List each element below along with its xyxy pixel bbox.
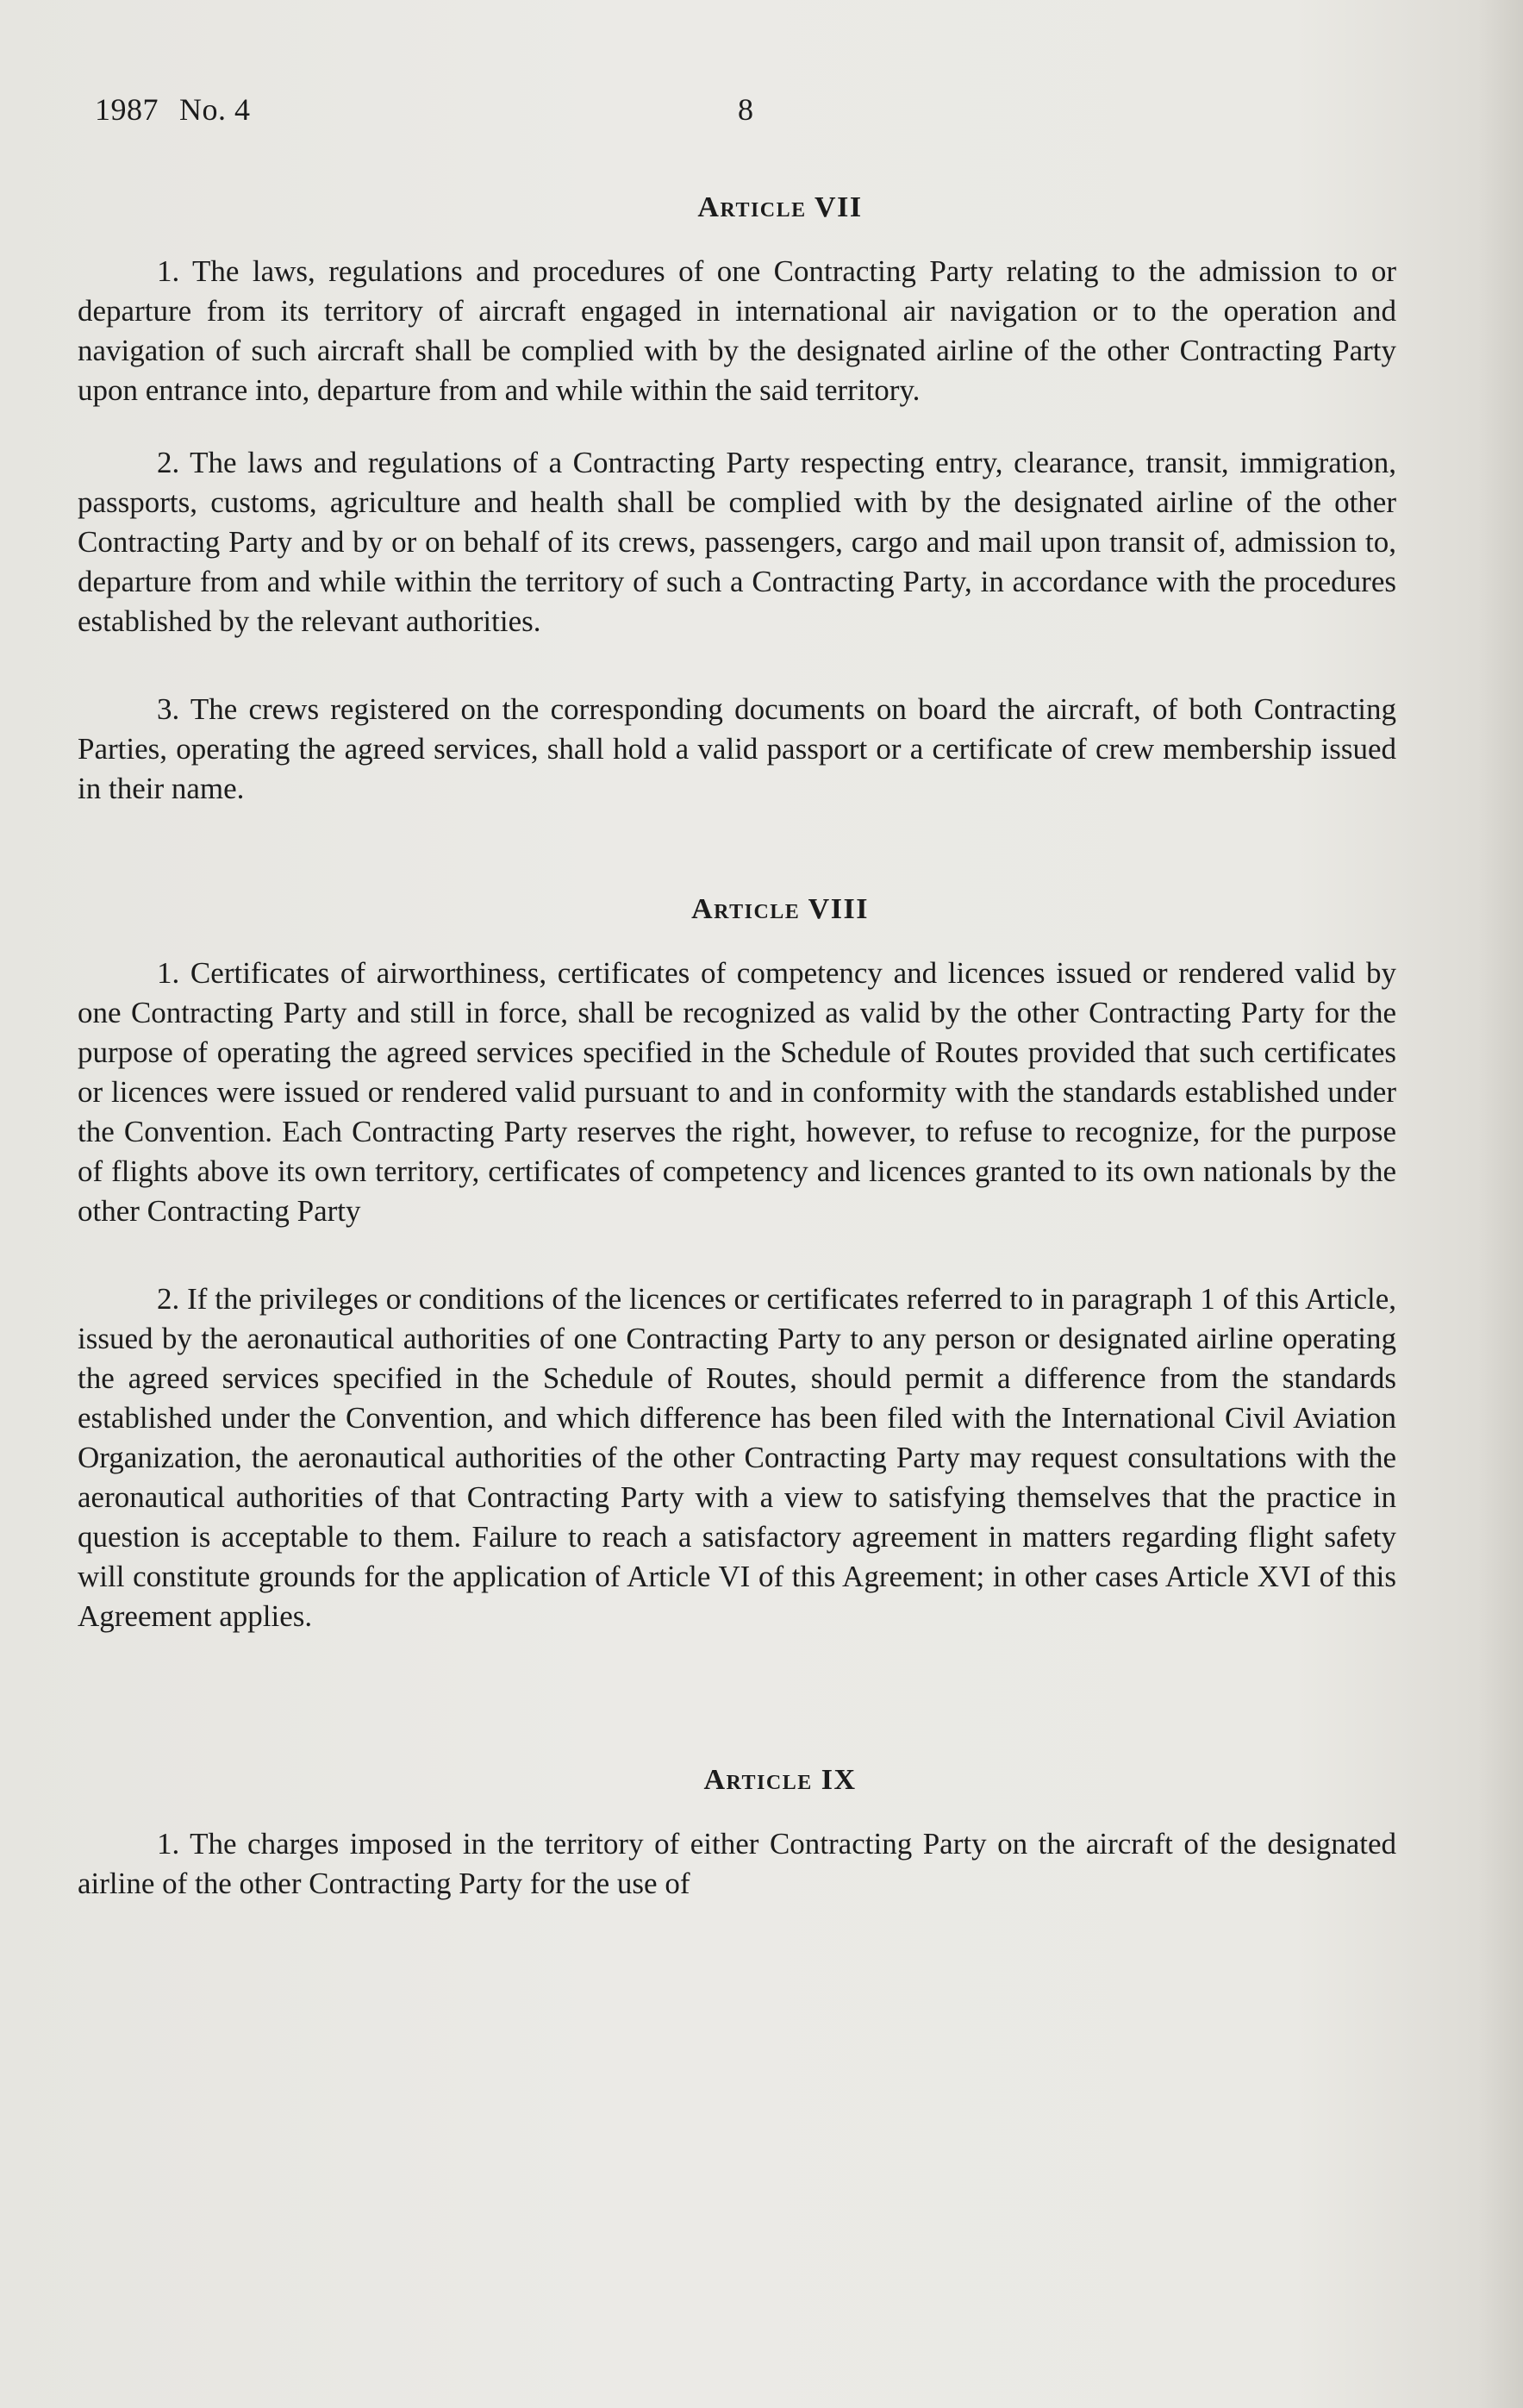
document-body bbox=[78, 191, 1396, 1936]
page-number: 8 bbox=[738, 92, 754, 127]
paragraph: 1. The laws, regulations and procedures of one Contracting Party relating to the admission to or departure from its territory of aircraft engaged in international air navigation or to the operation and navigation of such aircraft shall be complied with by the designated airline of the other Contracting Party upon entrance into, departure from and while within the said territory. bbox=[78, 254, 1396, 407]
article-title: Article VII bbox=[697, 191, 863, 223]
article-title: Article VIII bbox=[691, 893, 869, 925]
article-viii bbox=[78, 893, 1396, 1636]
header-number: No. 4 bbox=[179, 92, 251, 127]
header-year: 1987 bbox=[95, 92, 159, 127]
article-title: Article IX bbox=[703, 1764, 857, 1796]
paragraph: 3. The crews registered on the corresponding documents on board the aircraft, of both Contracting Parties, operating the agreed services, shall hold a valid passport or a certificate of crew membership issued in their name. bbox=[78, 692, 1396, 805]
paragraph: 2. If the privileges or conditions of the licences or certificates referred to in paragraph 1 of this Article, issued by the aeronautical authorities of one Contracting Party to any person or designated airline operating the agreed services specified in the Schedule of Routes, should permit a difference from the standards established under the Convention, and which difference has been filed with the International Civil Aviation Organization, the aeronautical authorities of the other Contracting Party may request consultations with the aeronautical authorities of that Contracting Party with a view to satisfying themselves that the practice in question is acceptable to them. Failure to reach a satisfactory agreement in matters regarding flight safety will constitute grounds for the application of Article VI of this Agreement; in other cases Article XVI of this Agreement applies. bbox=[78, 1282, 1396, 1633]
paragraph: 2. The laws and regulations of a Contracting Party respecting entry, clearance, transit, immigration, passports, customs, agriculture and health shall be complied with by the designated airline of the other Contracting Party and by or on behalf of its crews, passengers, cargo and mail upon transit of, admission to, departure from and while within the territory of such a Contracting Party, in accordance with the procedures established by the relevant authorities. bbox=[78, 446, 1396, 638]
article-vii bbox=[78, 191, 1396, 809]
paragraph: 1. The charges imposed in the territory of either Contracting Party on the aircraft of the designated airline of the other Contracting Party for the use of bbox=[78, 1827, 1396, 1900]
page-header bbox=[95, 91, 754, 128]
article-ix bbox=[78, 1764, 1396, 1904]
paragraph: 1. Certificates of airworthiness, certificates of competency and licences issued or rendered valid by one Contracting Party and still in force, shall be recognized as valid by the other Contracting Party for the purpose of operating the agreed services specified in the Schedule of Routes provided that such certificates or licences were issued or rendered valid pursuant to and in conformity with the standards established under the Convention. Each Contracting Party reserves the right, however, to refuse to recognize, for the purpose of flights above its own territory, certificates of competency and licences granted to its own nationals by the other Contracting Party bbox=[78, 956, 1396, 1228]
